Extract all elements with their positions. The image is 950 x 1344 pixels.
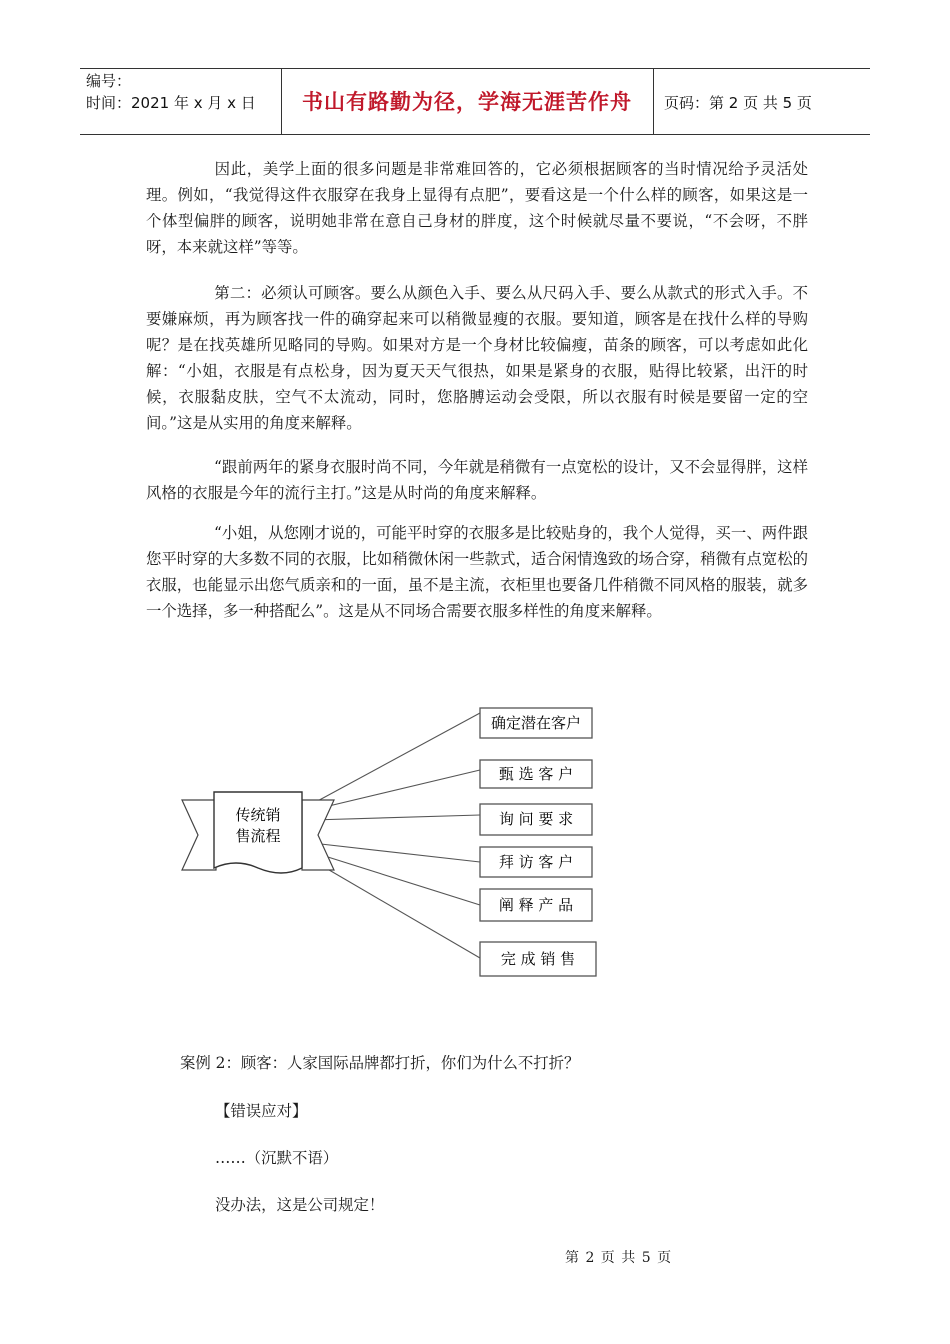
center-banner [182, 792, 334, 873]
wrong-response-line1: ……（沉默不语） [215, 1149, 339, 1167]
paragraph-1 [146, 156, 808, 260]
center-label-line2: 售流程 [235, 827, 281, 845]
step-label: 确定潜在客户 [490, 714, 582, 732]
paragraph-4 [146, 520, 808, 624]
case-title: 案例 2：顾客：人家国际品牌都打折，你们为什么不打折？ [180, 1054, 580, 1072]
center-label-line1: 传统销 [235, 806, 281, 824]
step-label: 阐 释 产 品 [498, 896, 574, 914]
connector-lines [312, 713, 480, 958]
connector-line [312, 815, 480, 820]
header-page-info: 页码：第 2 页 共 5 页 [664, 94, 812, 112]
paragraph-4-text: “小姐，从您刚才说的，可能平时穿的衣服多是比较贴身的，我个人觉得，买一、两件跟您平时穿的大多数不同的衣服，比如稍微休闲一些款式，适合闲情逸致的场合穿，稍微有点宽松的衣服，也能显示出您气质亲和的一面，虽不是主流，衣柜里也要备几件稍微不同风格的服装，就多一个选择，多一种搭配么”。这是从不同场合需要衣服多样性的角度来解释。 [146, 524, 808, 620]
header-number-label: 编号： [86, 72, 132, 90]
header-time-label: 时间：2021 年 x 月 x 日 [86, 94, 256, 112]
sales-process-diagram [178, 700, 608, 990]
wrong-response-line2: 没办法，这是公司规定！ [215, 1196, 385, 1214]
connector-line [312, 852, 480, 905]
paragraph-3-text: “跟前两年的紧身衣服时尚不同，今年就是稍微有一点宽松的设计，又不会显得胖，这样风格的衣服是今年的流行主打。”这是从时尚的角度来解释。 [146, 458, 808, 502]
step-boxes [480, 708, 596, 976]
connector-line [312, 860, 480, 958]
step-label: 完 成 销 售 [500, 950, 576, 968]
header-bottom-border [80, 134, 870, 135]
paragraph-2-text: 第二：必须认可顾客。要么从颜色入手、要么从尺码入手、要么从款式的形式入手。不要嫌麻烦，再为顾客找一件的确穿起来可以稍微显瘦的衣服。要知道，顾客是在找什么样的导购呢？是在找英雄所见略同的导购。如果对方是一个身材比较偏瘦，苗条的顾客，可以考虑如此化解：“小姐，衣服是有点松身，因为夏天天气很热，如果是紧身的衣服，贴得比较紧，出汗的时候，衣服黏皮肤，空气不太流动，同时，您胳膊运动会受限，所以衣服有时候是要留一定的空间。”这是从实用的角度来解释。 [146, 284, 808, 432]
page-footer: 第 2 页 共 5 页 [565, 1250, 673, 1266]
header-divider-right [653, 68, 654, 135]
connector-line [312, 843, 480, 862]
step-label: 拜 访 客 户 [498, 853, 574, 871]
step-label: 甄 选 客 户 [498, 765, 574, 783]
banner-left-ribbon [182, 800, 216, 870]
step-label: 询 问 要 求 [498, 810, 574, 828]
paragraph-2 [146, 280, 808, 436]
paragraph-1-text: 因此，美学上面的很多问题是非常难回答的，它必须根据顾客的当时情况给予灵活处理。例如，“我觉得这件衣服穿在我身上显得有点肥”，要看这是一个什么样的顾客，如果这是一个体型偏胖的顾客，说明她非常在意自己身材的胖度，这个时候就尽量不要说，“不会呀，不胖呀，本来就这样”等等。 [146, 160, 808, 256]
header-meta [86, 70, 256, 114]
paragraph-3 [146, 454, 808, 506]
wrong-response-heading: 【错误应对】 [215, 1102, 308, 1120]
header-motto: 书山有路勤为径，学海无涯苦作舟 [302, 90, 632, 114]
banner-right-ribbon [302, 800, 334, 870]
